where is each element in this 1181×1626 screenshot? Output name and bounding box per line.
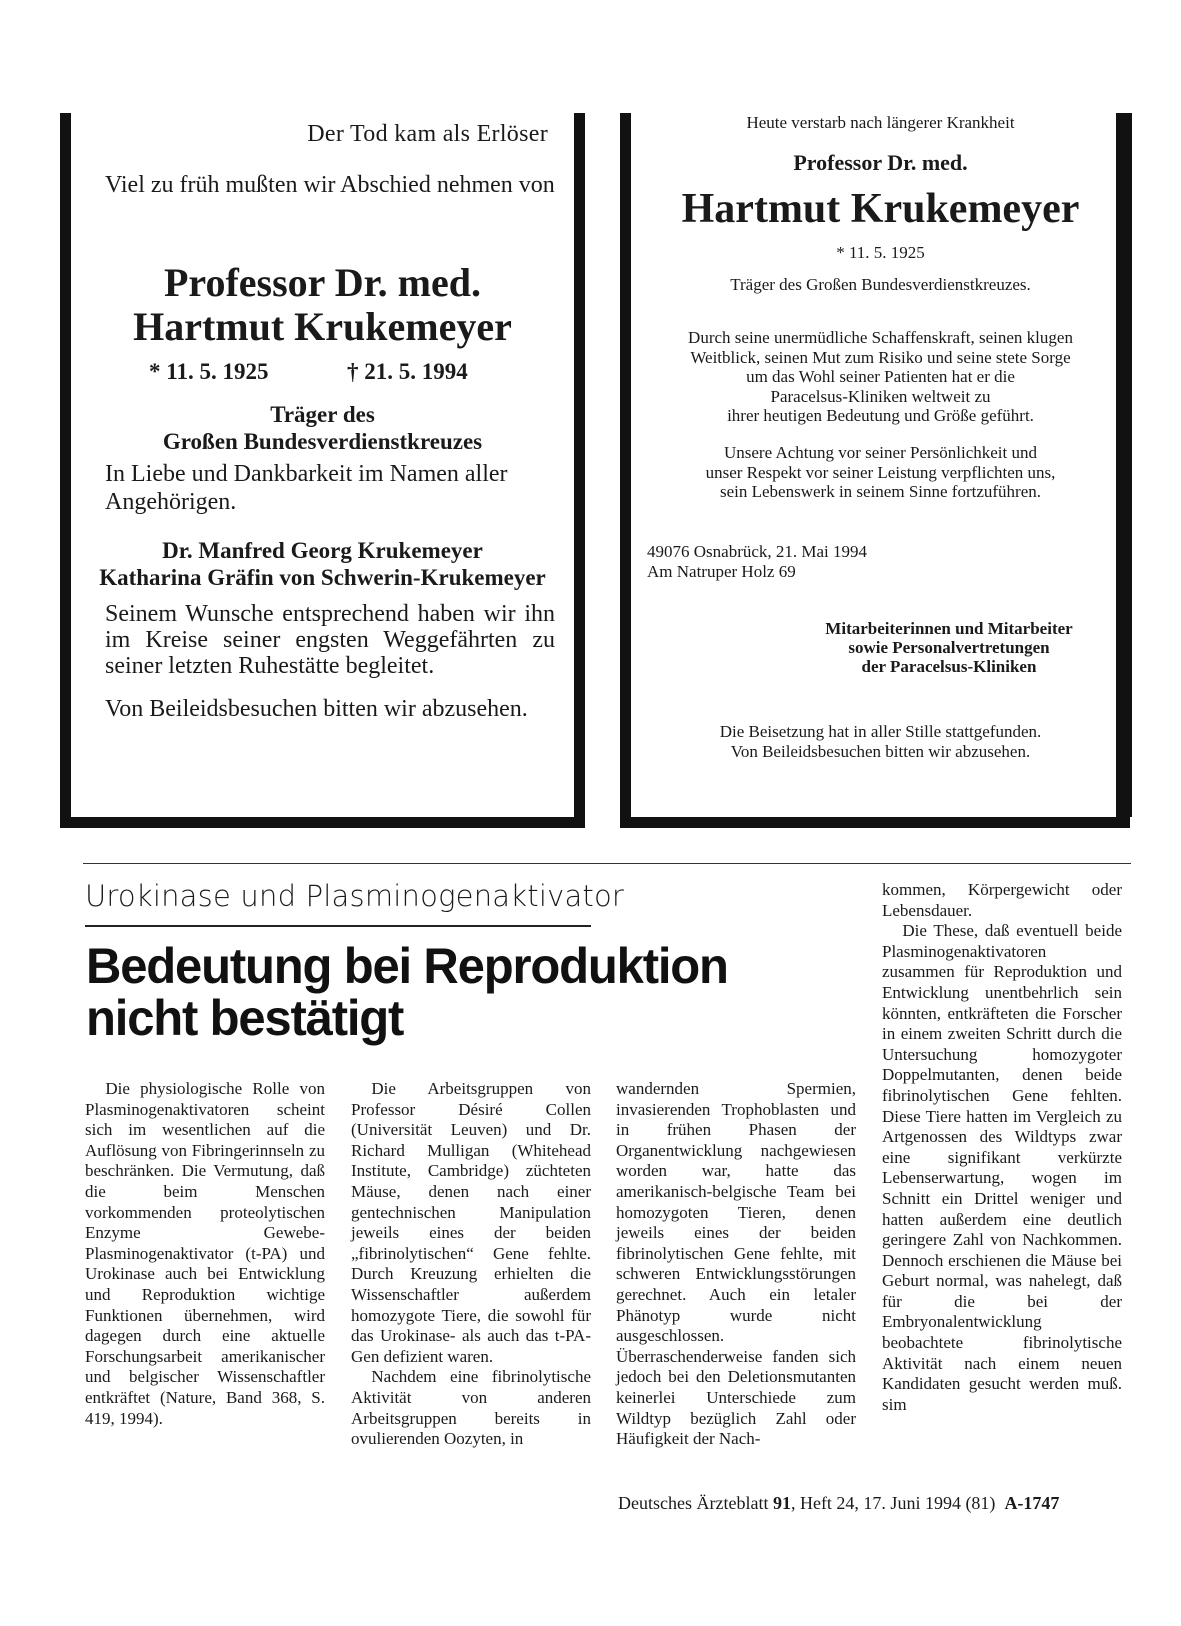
burial-line: Die Beisetzung hat in aller Stille stattgefunden. (719, 722, 1042, 741)
honor-line1: Träger des (270, 402, 375, 427)
headline-line2: nicht bestätigt (86, 990, 404, 1046)
respect-line: Unsere Achtung vor seiner Persönlichkeit und (723, 443, 1037, 462)
signer-1: Dr. Manfred Georg Krukemeyer (162, 538, 483, 563)
tribute-line: um das Wohl seiner Patienten hat er die (746, 367, 1015, 386)
article-paragraph: wandernden Spermien, invasierenden Trophoblasten und in frühen Phasen der Organentwicklung nachgewiesen worden war, hatte das amerikanisch-belgische Team bei homozygoten Tieren, denen jeweils eines der beiden fibrinolytischen Gene fehlte, mit schweren Entwicklungsstörungen gerechnet. Auch ein letaler Phänotyp wurde nicht ausgeschlossen. Überraschenderweise fanden sich jedoch bei den Deletionsmutanten keinerlei Unterschiede zum Wildtyp bezüglich Zahl oder Häufigkeit der Nach- (616, 1079, 856, 1449)
tribute-line: Paracelsus-Kliniken weltweit zu (770, 386, 991, 406)
article-kicker: Urokinase und Plasminogenaktivator (85, 879, 625, 913)
section-divider (83, 863, 1131, 864)
obituary-right-tribute (651, 328, 1110, 426)
address-line: Am Natruper Holz 69 (647, 562, 796, 581)
staff-line: Mitarbeiterinnen und Mitarbeiter (825, 619, 1073, 638)
obituary-title-line1: Professor Dr. med. (164, 260, 481, 305)
obituary-love: In Liebe und Dankbarkeit im Namen aller Angehörigen. (105, 461, 508, 515)
obituary-motto: Der Tod kam als Erlöser (307, 121, 548, 147)
obituary-right-top: Heute verstarb nach längerer Krankheit (746, 113, 1015, 132)
staff-line: der Paracelsus-Kliniken (861, 657, 1037, 676)
obituary-right-staff (799, 619, 1099, 676)
journal-name: Deutsches Ärzteblatt (618, 1493, 769, 1513)
honor-line2: Großen Bundesverdienstkreuzes (162, 429, 483, 454)
article-paragraph: Die These, daß eventuell beide Plasminogenaktivatoren zusammen für Reproduktion und Entwicklung unentbehrlich sein könnten, entkräfteten die Forscher in einem zweiten Schritt durch die Untersuchung homozygoter Doppelmutanten, denen beide fibrinolytischen Gene fehlten. Diese Tiere hatten im Vergleich zu Artgenossen des Wildtyps zwar eine signifikant verkürzte Lebenserwartung, wogen im Schnitt ein Drittel weniger und hatten außerdem eine deutlich geringere Zahl von Nachkommen. Dennoch erschienen die Mäuse bei Geburt normal, was nahelegt, daß für die bei der Embryonalentwicklung beobachtete fibrinolytische Aktivität nach einem neuen Kandidaten gesucht werden muß. sim (882, 921, 1122, 1414)
obituary-signers (71, 537, 574, 591)
obituary-right-name: Hartmut Krukemeyer (681, 186, 1080, 232)
obituary-honor (71, 401, 574, 455)
tribute-line: Weitblick, seinen Mut zum Risiko und seine stete Sorge (690, 347, 1071, 367)
article-paragraph: Die physiologische Rolle von Plasminogenaktivatoren scheint sich im wesentlichen auf die Auflösung von Fibringerinnseln zu beschränken. Die Vermutung, daß die beim Menschen vorkommenden proteolytischen Enzyme Gewebe-Plasminogenaktivator (t-PA) und Urokinase auch bei Entwicklung und Reproduktion wichtige Funktionen übernehmen, wird dagegen durch eine aktuelle Forschungsarbeit amerikanischer und belgischer Wissenschaftler entkräftet (Nature, Band 368, S. 419, 1994). (85, 1079, 325, 1428)
obituary-condolences: Von Beileidsbesuchen bitten wir abzusehen. (105, 696, 528, 722)
tribute-line: ihrer heutigen Bedeutung und Größe geführt. (727, 406, 1034, 425)
article-headline (86, 940, 811, 1044)
death-date: † 21. 5. 1994 (347, 359, 468, 384)
article-paragraph: kommen, Körpergewicht oder Lebensdauer. (882, 880, 1122, 920)
journal-volume: 91 (772, 1493, 791, 1513)
obituary-left (60, 113, 585, 828)
signer-2: Katharina Gräfin von Schwerin-Krukemeyer (99, 565, 546, 590)
respect-line: unser Respekt vor seiner Leistung verpflichten uns, (705, 462, 1056, 482)
obituary-title (71, 261, 574, 349)
article-paragraph: Nachdem eine fibrinolytische Aktivität von anderen Arbeitsgruppen bereits in ovulierenden Oozyten, in (351, 1367, 591, 1449)
obituary-right-burial (651, 722, 1110, 761)
headline-line1: Bedeutung bei Reproduktion (86, 938, 728, 994)
obituary-right-born: * 11. 5. 1925 (836, 243, 925, 262)
tribute-line: Durch seine unermüdliche Schaffenskraft, seinen klugen (688, 328, 1073, 347)
article-column-4 (882, 880, 1122, 1415)
article-column-1 (85, 1079, 325, 1429)
obituary-right-honor: Träger des Großen Bundesverdienstkreuzes. (730, 275, 1031, 294)
address-line: 49076 Osnabrück, 21. Mai 1994 (647, 542, 868, 561)
obituary-right-address (647, 542, 867, 582)
obituary-right-respect (651, 443, 1110, 502)
article-paragraph: Die Arbeitsgruppen von Professor Désiré Collen (Universität Leuven) und Dr. Richard Mulligan (Whitehead Institute, Cambridge) züchteten Mäuse, denen nach einer gentechnischen Manipulation jeweils eines der beiden „fibrinolytischen“ Gene fehlte. Durch Kreuzung erhielten die Wissenschaftler außerdem homozygote Tiere, die sowohl für das Urokinase- als auch das t-PA-Gen defizient waren. (351, 1079, 591, 1366)
obituary-right-title: Professor Dr. med. (793, 150, 968, 175)
birth-date: * 11. 5. 1925 (149, 359, 269, 384)
journal-issue: , Heft 24, 17. Juni 1994 (81) (790, 1493, 996, 1513)
kicker-underline (85, 925, 591, 927)
page-number: A-1747 (1004, 1493, 1060, 1513)
obituary-wish: Seinem Wunsche entsprechend haben wir ihn im Kreise seiner engsten Weggefährten zu seiner letzten Ruhestätte begleitet. (105, 601, 555, 679)
staff-line: sowie Personalvertretungen (848, 638, 1050, 657)
burial-line: Von Beileidsbesuchen bitten wir abzusehen. (730, 741, 1031, 761)
article-column-2 (351, 1079, 591, 1450)
obituary-right (620, 113, 1130, 828)
page-footer (618, 1493, 1059, 1514)
obituary-intro: Viel zu früh mußten wir Abschied nehmen von (105, 172, 555, 198)
obituary-title-line2: Hartmut Krukemeyer (133, 304, 512, 349)
respect-line: sein Lebenswerk in seinem Sinne fortzuführen. (719, 482, 1042, 501)
article-column-3 (616, 1079, 856, 1450)
